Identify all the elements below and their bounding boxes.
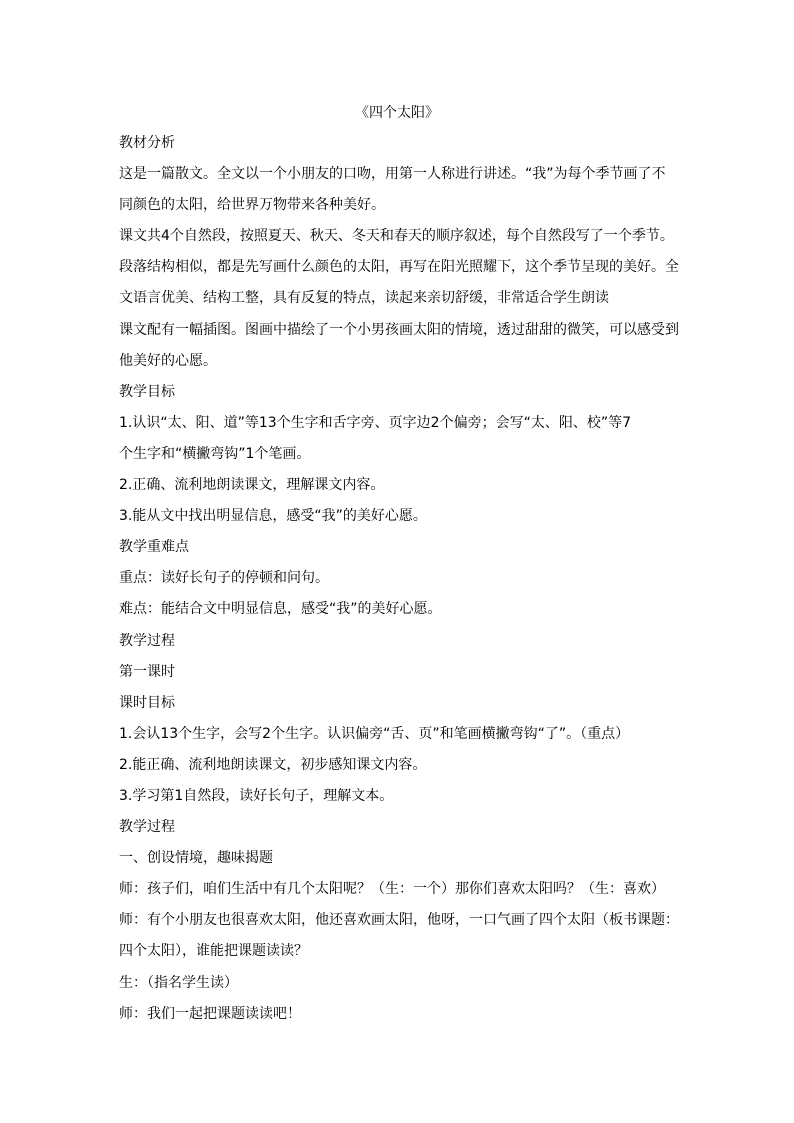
text-line: 课文配有一幅插图。图画中描绘了一个小男孩画太阳的情境，透过甜甜的微笑，可以感受到 — [119, 321, 679, 338]
text-line: 师：孩子们，咱们生活中有几个太阳呢？（生：一个）那你们喜欢太阳吗？（生：喜欢） — [119, 881, 665, 898]
text-line: 1.认识“太、阳、道”等13个生字和舌字旁、页字边2个偏旁；会写“太、阳、校”等7 — [119, 414, 631, 431]
text-line: 文语言优美、结构工整，具有反复的特点，读起来亲切舒缓，非常适合学生朗读 — [119, 290, 609, 307]
text-line: 教学过程 — [119, 819, 175, 836]
text-line: 教学目标 — [119, 383, 175, 400]
text-line: 课文共4个自然段，按照夏天、秋天、冬天和春天的顺序叙述，每个自然段写了一个季节。 — [119, 228, 674, 245]
text-line: 1.会认13个生字，会写2个生字。认识偏旁“舌、页”和笔画横撇弯钩“了”。（重点） — [119, 725, 630, 742]
text-line: 2.能正确、流利地朗读课文，初步感知课文内容。 — [119, 756, 427, 773]
text-line: 段落结构相似，都是先写画什么颜色的太阳，再写在阳光照耀下，这个季节呈现的美好。全 — [119, 259, 679, 276]
text-line: 3.学习第1自然段，读好长句子，理解文本。 — [119, 787, 394, 804]
text-line: 课时目标 — [119, 694, 175, 711]
text-line: 教材分析 — [119, 135, 175, 151]
text-line: 教学过程 — [119, 632, 175, 649]
text-line: 3.能从文中找出明显信息，感受“我”的美好心愿。 — [119, 508, 427, 525]
text-line: 2.正确、流利地朗读课文，理解课文内容。 — [119, 477, 385, 494]
text-line: 教学重难点 — [119, 539, 189, 556]
text-line: 难点：能结合文中明显信息，感受“我”的美好心愿。 — [119, 601, 442, 618]
text-line: 第一课时 — [119, 663, 175, 680]
text-line: 他美好的心愿。 — [119, 352, 217, 369]
text-line: 这是一篇散文。全文以一个小朋友的口吻，用第一人称进行讲述。“我”为每个季节画了不 — [119, 166, 666, 183]
text-line: 一、创设情境，趣味揭题 — [119, 850, 273, 867]
text-line: 师：我们一起把课题读读吧！ — [119, 1005, 301, 1022]
document-body — [119, 133, 689, 1035]
text-line: 重点：读好长句子的停顿和问句。 — [119, 570, 329, 587]
text-line: 师：有个小朋友也很喜欢太阳，他还喜欢画太阳，他呀，一口气画了四个太阳（板书课题： — [119, 912, 679, 929]
document-title: 《四个太阳》 — [355, 105, 439, 121]
text-line: 同颜色的太阳，给世界万物带来各种美好。 — [119, 197, 385, 214]
text-line: 个生字和“横撇弯钩”1个笔画。 — [119, 445, 311, 462]
text-line: 四个太阳），谁能把课题读读？ — [119, 943, 308, 960]
text-line: 生：（指名学生读） — [119, 974, 238, 991]
